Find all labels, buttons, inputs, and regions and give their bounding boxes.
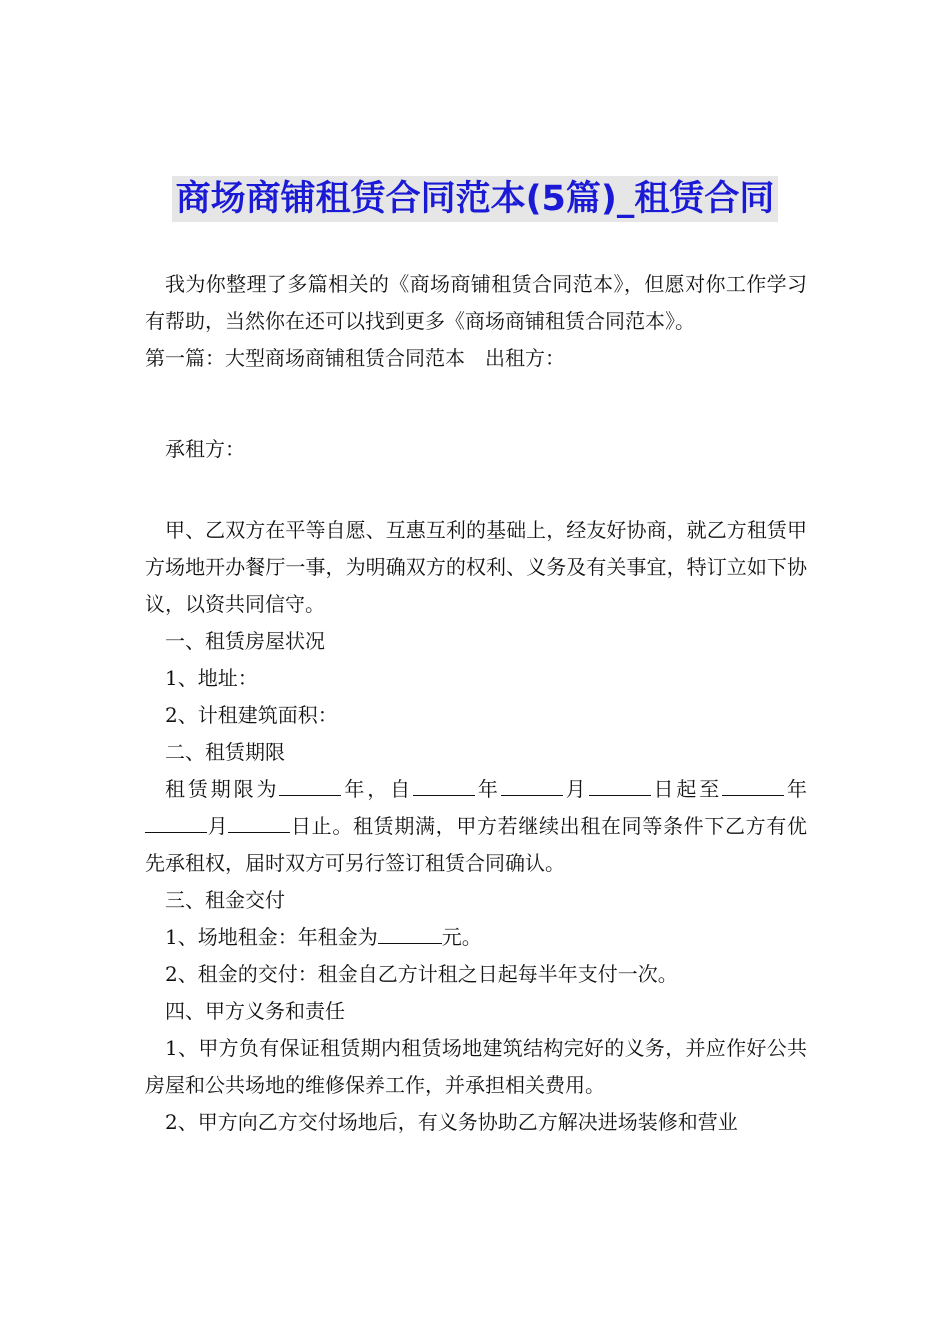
clause-item: 2、计租建筑面积： [165, 703, 338, 727]
document-title: 商场商铺租赁合同范本(5篇)_租赁合同 [172, 176, 779, 222]
preamble-paragraph: 甲、乙双方在平等自愿、互惠互利的基础上，经友好协商，就乙方租赁甲方场地开办餐厅一事，为明确双方的权利、义务及有关事宜，特订立如下协议，以资共同信守。 [145, 518, 807, 616]
term-text: 月 [207, 814, 229, 838]
clause-item: 2、甲方向乙方交付场地后，有义务协助乙方解决进场装修和营业 [165, 1110, 738, 1134]
term-text: 年，自 [341, 777, 414, 801]
section-heading: 二、租赁期限 [165, 740, 285, 764]
part1-heading: 第一篇：大型商场商铺租赁合同范本 出租方： [145, 346, 565, 370]
title-container [0, 176, 950, 222]
term-text: 租赁期限为 [165, 777, 280, 801]
spacer [145, 468, 807, 512]
fill-blank[interactable] [228, 810, 290, 833]
term-text: 月 [562, 777, 589, 801]
fill-blank[interactable] [413, 773, 475, 796]
fill-blank[interactable] [145, 810, 207, 833]
clause-item: 1、地址： [165, 666, 258, 690]
document-body [145, 266, 807, 1141]
fill-blank[interactable] [722, 773, 784, 796]
lessee-label: 承租方： [165, 437, 245, 461]
fill-blank[interactable] [378, 921, 442, 944]
fill-blank[interactable] [279, 773, 341, 796]
term-paragraph [145, 771, 807, 882]
clause-item: 1、甲方负有保证租赁期内租赁场地建筑结构完好的义务，并应作好公共房屋和公共场地的维修保养工作，并承担相关费用。 [145, 1036, 807, 1097]
clause-text: 1、场地租金：年租金为 [165, 925, 378, 949]
term-text: 年 [784, 777, 808, 801]
fill-blank[interactable] [589, 773, 651, 796]
spacer [145, 377, 807, 431]
section-heading: 三、租金交付 [165, 888, 285, 912]
clause-item [145, 919, 807, 956]
fill-blank[interactable] [501, 773, 563, 796]
term-text: 年 [475, 777, 501, 801]
term-text: 日起至 [650, 777, 723, 801]
section-heading: 一、租赁房屋状况 [165, 629, 325, 653]
term-text: 日止。租赁期满，甲方若继续出租在同等条件下乙方有优先承租权，届时双方可另行签订租赁合同确认。 [145, 814, 808, 875]
intro-paragraph: 我为你整理了多篇相关的《商场商铺租赁合同范本》，但愿对你工作学习有帮助，当然你在还可以找到更多《商场商铺租赁合同范本》。 [145, 272, 807, 333]
section-heading: 四、甲方义务和责任 [165, 999, 345, 1023]
clause-item: 2、租金的交付：租金自乙方计租之日起每半年支付一次。 [165, 962, 678, 986]
clause-text: 元。 [441, 925, 482, 949]
